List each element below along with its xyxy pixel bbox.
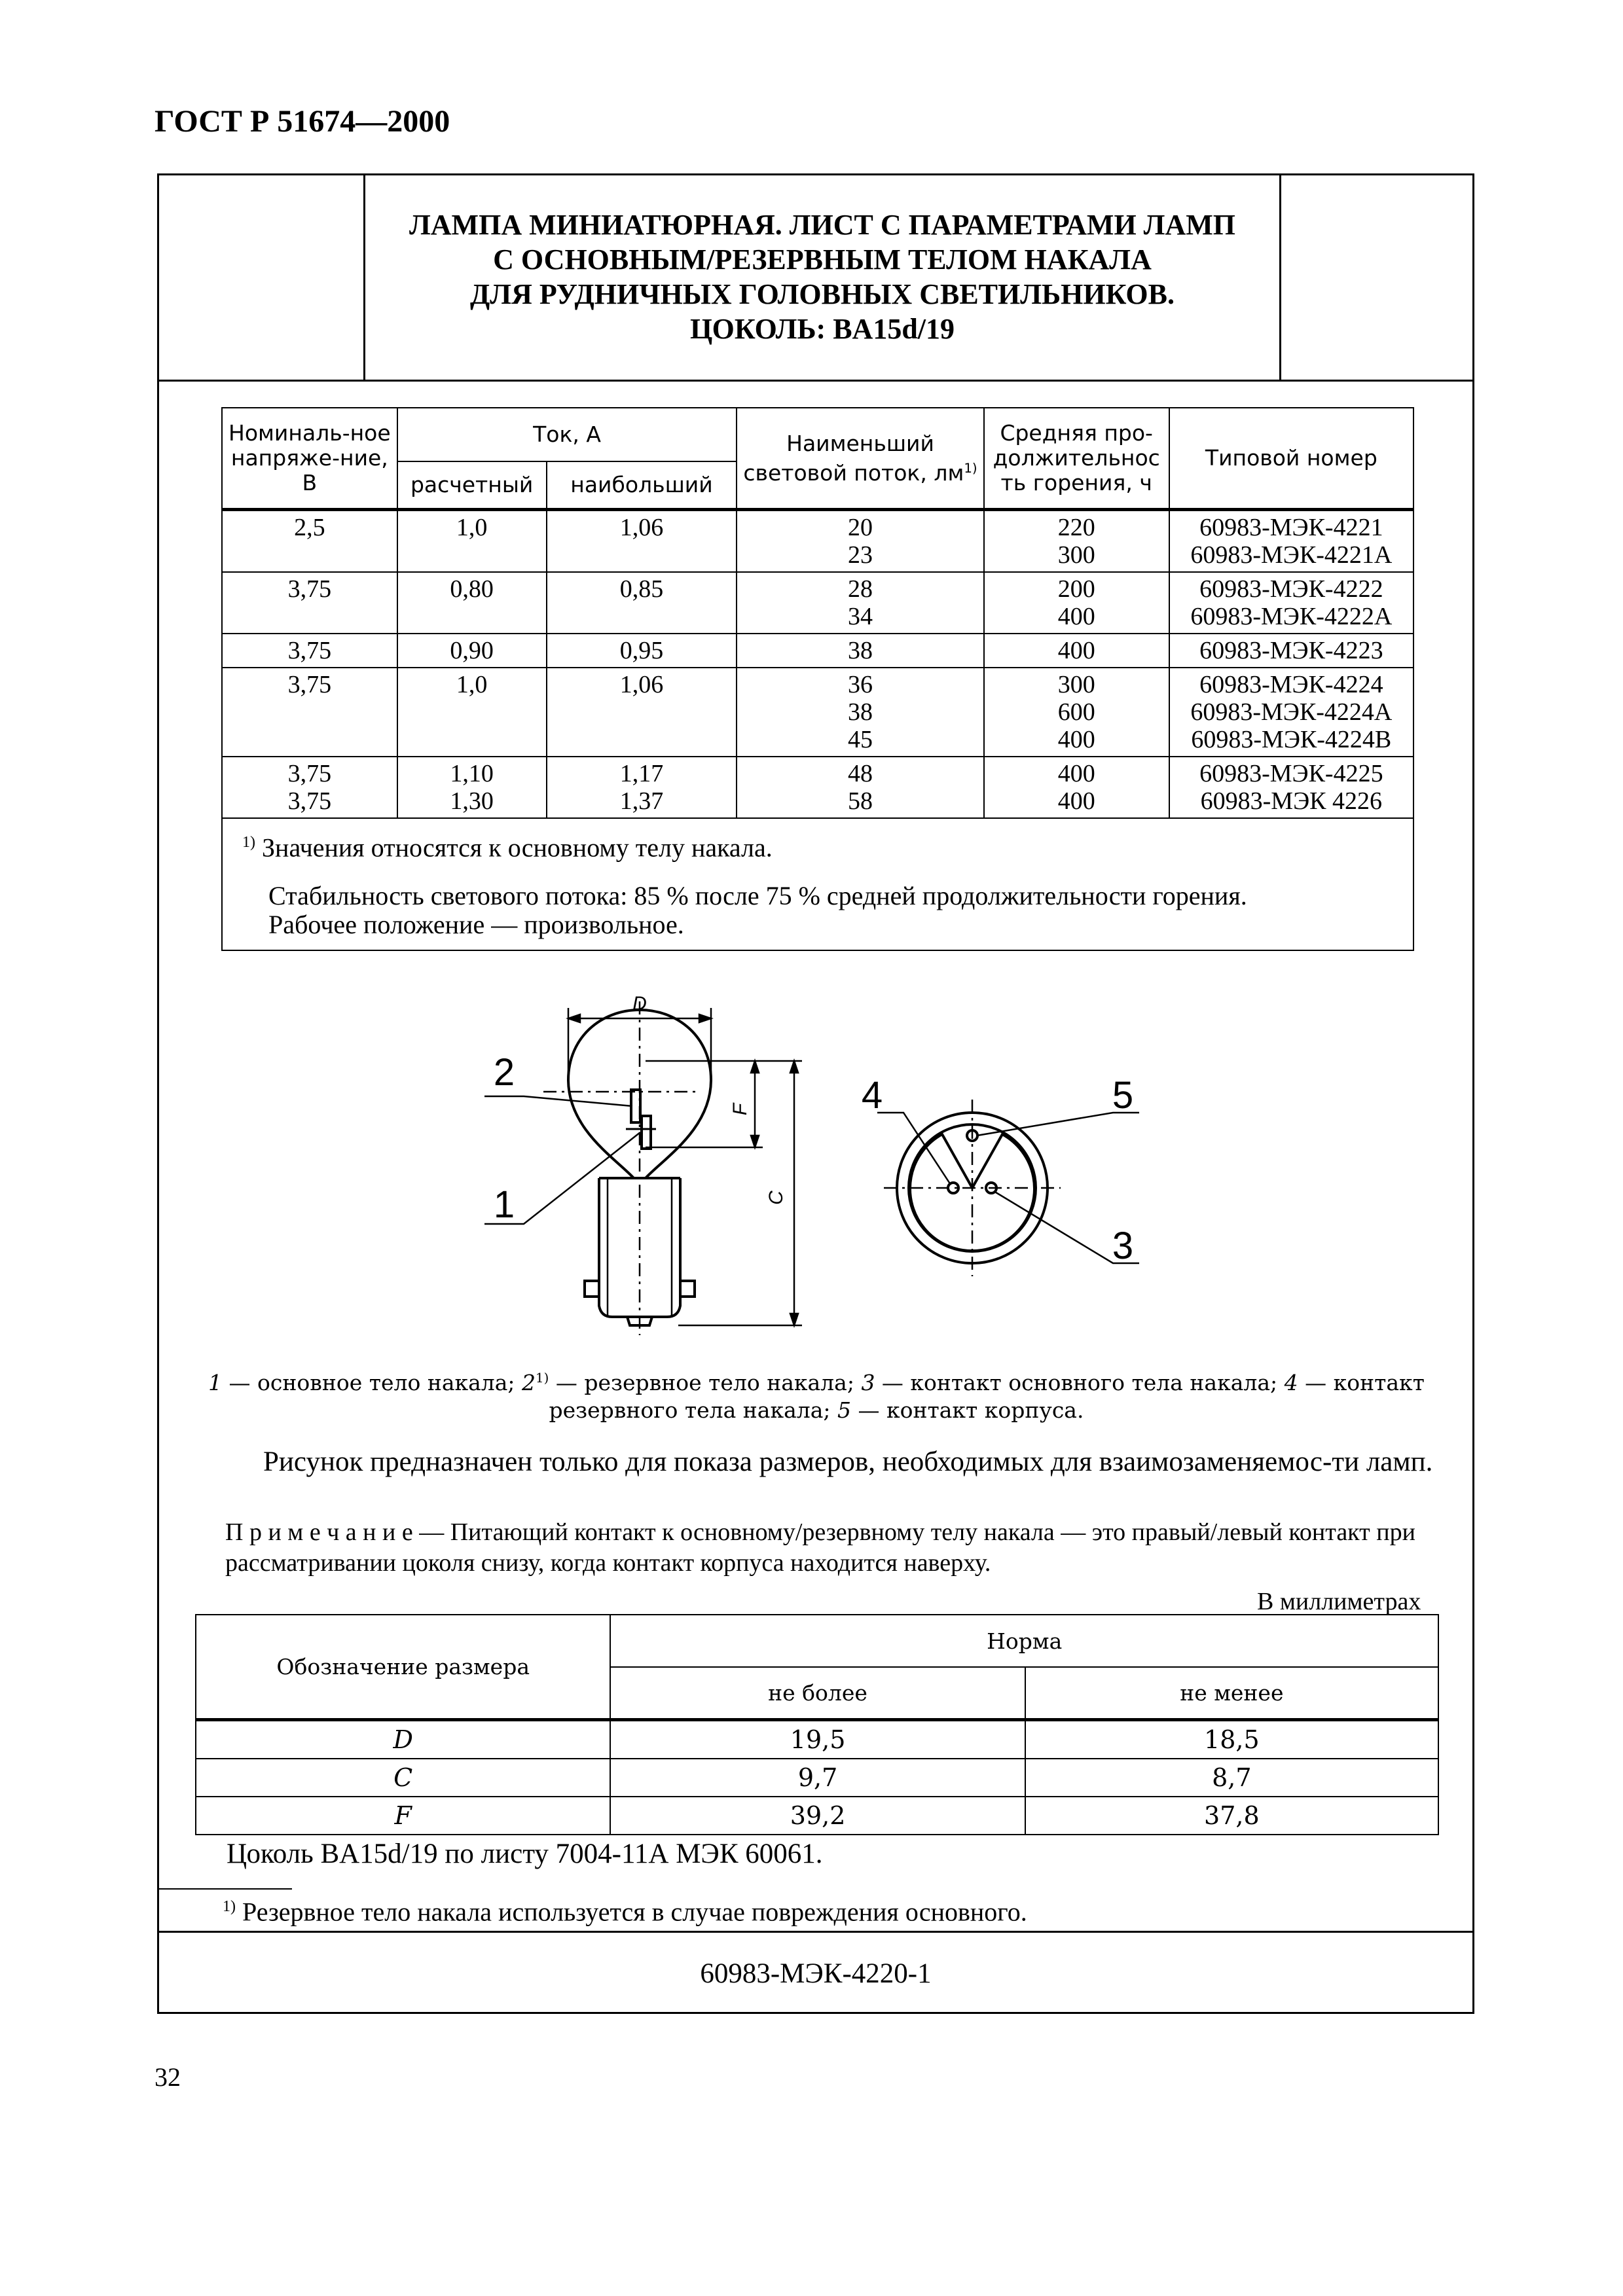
header-flux-footnote: 1) xyxy=(964,460,977,476)
cell-type-no xyxy=(1169,634,1413,668)
header-flux-label: Наименьший световой поток, лм xyxy=(743,430,964,486)
cell-max: 9,7 xyxy=(610,1759,1025,1797)
life-value: 400 xyxy=(1057,760,1095,787)
caption-text-5: — контакт корпуса. xyxy=(851,1397,1084,1423)
caption-text-2: — резервное тело накала; xyxy=(549,1370,862,1395)
current-calc-value: 1,30 xyxy=(450,787,494,815)
leader-4 xyxy=(877,1113,951,1185)
caption-text-4: — контакт резервного тела накала; xyxy=(549,1370,1425,1423)
figure-purpose-text: Рисунок предназначен только для показа размеров, необходимых для взаимозаменяемос-ти ламп. xyxy=(263,1446,1433,1477)
header-voltage: Номиналь-ное напряже-ние, В xyxy=(222,408,397,510)
caption-num-5: 5 xyxy=(837,1397,852,1423)
cell-flux xyxy=(737,668,983,757)
callout-4: 4 xyxy=(861,1074,883,1117)
dim-f-arrow-top xyxy=(751,1061,759,1073)
type-no-value: 60983-МЭК-4222 xyxy=(1199,575,1383,603)
life-value: 400 xyxy=(1057,637,1095,664)
type-no-value: 60983-МЭК-4224 xyxy=(1199,671,1383,698)
title-line-1: ЛАМПА МИНИАТЮРНАЯ. ЛИСТ С ПАРАМЕТРАМИ ЛАМП xyxy=(409,208,1235,241)
figure-purpose-paragraph xyxy=(179,1445,1456,1479)
type-no-value: 60983-МЭК-4221 xyxy=(1199,514,1383,541)
note-text: — Питающий контакт к основному/резервному телу накала — это правый/левый контакт при рассматривании цоколя снизу, когда контакт корпуса находится наверху. xyxy=(225,1518,1415,1577)
cell-voltage: 3,75 xyxy=(222,668,397,757)
life-value: 200 xyxy=(1057,575,1095,603)
header-current: Ток, А xyxy=(397,408,737,461)
cell-symbol: C xyxy=(196,1759,610,1797)
base-reference: Цоколь BA15d/19 по листу 7004-11А МЭК 60061. xyxy=(227,1839,823,1869)
flux-value: 38 xyxy=(848,637,873,664)
header-type-no: Типовой номер xyxy=(1169,408,1413,510)
current-max-value: 1,37 xyxy=(619,787,664,815)
callout-2: 2 xyxy=(493,1051,515,1094)
table-notes-row xyxy=(222,818,1413,950)
life-value: 400 xyxy=(1057,726,1095,753)
flux-value: 48 xyxy=(848,760,873,787)
cell-min: 18,5 xyxy=(1025,1719,1438,1759)
flux-value: 28 xyxy=(848,575,873,603)
base-pin-right xyxy=(680,1281,695,1297)
header-max: не более xyxy=(610,1667,1025,1719)
cell-symbol: F xyxy=(196,1797,610,1835)
cell-voltage: 2,5 xyxy=(222,510,397,573)
note-paragraph xyxy=(225,1517,1463,1579)
cell-life xyxy=(984,572,1169,634)
current-max-value: 1,17 xyxy=(619,760,664,787)
type-no-value: 60983-МЭК-4222А xyxy=(1190,603,1393,630)
cell-type-no xyxy=(1169,668,1413,757)
cell-current-max: 1,06 xyxy=(547,668,737,757)
caption-num-1: 1 xyxy=(208,1370,223,1395)
caption-sup-2: 1) xyxy=(536,1371,549,1386)
voltage-value: 3,75 xyxy=(287,760,332,787)
dim-f-label: F xyxy=(729,1103,751,1116)
units-label: В миллиметрах xyxy=(1257,1588,1421,1615)
note-label: П р и м е ч а н и е xyxy=(225,1518,413,1546)
cell-current-max: 1,06 xyxy=(547,510,737,573)
title-text xyxy=(363,173,1281,380)
header-flux xyxy=(737,408,983,510)
header-life: Средняя про-должительнос ть горения, ч xyxy=(984,408,1169,510)
life-value: 300 xyxy=(1057,541,1095,569)
title-line-2: С ОСНОВНЫМ/РЕЗЕРВНЫМ ТЕЛОМ НАКАЛА xyxy=(493,243,1152,276)
header-current-calc: расчетный xyxy=(397,461,547,510)
cell-symbol: D xyxy=(196,1719,610,1759)
dim-f-arrow-bottom xyxy=(751,1136,759,1147)
dim-c-arrow-top xyxy=(790,1061,798,1073)
table-row xyxy=(222,572,1413,634)
cell-min: 37,8 xyxy=(1025,1797,1438,1835)
document-code: ГОСТ Р 51674—2000 xyxy=(155,104,450,139)
caption-num-3: 3 xyxy=(861,1370,875,1395)
voltage-value: 3,75 xyxy=(287,787,332,815)
cell-voltage xyxy=(222,757,397,818)
filament-main xyxy=(642,1116,651,1149)
title-line-3: ДЛЯ РУДНИЧНЫХ ГОЛОВНЫХ СВЕТИЛЬНИКОВ. xyxy=(470,278,1175,310)
dim-c-label: C xyxy=(765,1191,787,1205)
cell-current-max: 0,95 xyxy=(547,634,737,668)
cell-max: 19,5 xyxy=(610,1719,1025,1759)
life-value: 220 xyxy=(1057,514,1095,541)
table-row xyxy=(222,634,1413,668)
cell-current-calc: 0,90 xyxy=(397,634,547,668)
flux-value: 45 xyxy=(848,726,873,753)
table-row xyxy=(222,757,1413,818)
caption-text-1: — основное тело накала; xyxy=(222,1370,522,1395)
cell-flux xyxy=(737,510,983,573)
header-min: не менее xyxy=(1025,1667,1438,1719)
life-value: 400 xyxy=(1057,787,1095,815)
life-value: 400 xyxy=(1057,603,1095,630)
flux-value: 58 xyxy=(848,787,873,815)
table-footnote-text: Значения относятся к основному телу накала. xyxy=(255,833,773,863)
cell-voltage: 3,75 xyxy=(222,634,397,668)
header-current-max: наибольший xyxy=(547,461,737,510)
type-no-value: 60983-МЭК-4221А xyxy=(1190,541,1393,569)
cell-life xyxy=(984,757,1169,818)
caption-num-4: 4 xyxy=(1284,1370,1298,1395)
flux-value: 23 xyxy=(848,541,873,569)
cell-life xyxy=(984,510,1169,573)
type-no-value: 60983-МЭК-4223 xyxy=(1199,637,1383,664)
type-no-value: 60983-МЭК-4224В xyxy=(1191,726,1392,753)
caption-text-3: — контакт основного тела накала; xyxy=(875,1370,1285,1395)
sheet-number-block xyxy=(157,1931,1474,2014)
dimension-lines xyxy=(568,1008,802,1325)
cell-life xyxy=(984,668,1169,757)
type-no-value: 60983-МЭК-4225 xyxy=(1199,760,1383,787)
cell-current-max: 0,85 xyxy=(547,572,737,634)
cell-min: 8,7 xyxy=(1025,1759,1438,1797)
dim-d-arrow-left xyxy=(568,1014,580,1022)
figure-caption xyxy=(172,1365,1461,1424)
cell-flux xyxy=(737,757,983,818)
life-value: 600 xyxy=(1057,698,1095,726)
callout-5: 5 xyxy=(1112,1074,1134,1117)
type-no-value: 60983-МЭК 4226 xyxy=(1200,787,1383,815)
cell-current-calc: 1,0 xyxy=(397,668,547,757)
dimensions-table xyxy=(195,1614,1439,1835)
dim-d-arrow-right xyxy=(699,1014,711,1022)
caption-num-2: 2 xyxy=(522,1370,536,1395)
stability-text: Стабильность светового потока: 85 % после 75 % средней продолжительности горения. xyxy=(268,881,1247,911)
table-row xyxy=(222,510,1413,573)
cell-voltage: 3,75 xyxy=(222,572,397,634)
page-footnote-text: Резервное тело накала используется в случае повреждения основного. xyxy=(236,1897,1027,1927)
header-symbol: Обозначение размера xyxy=(196,1615,610,1719)
table-row xyxy=(222,668,1413,757)
cell-current-max xyxy=(547,757,737,818)
callout-1: 1 xyxy=(493,1183,515,1226)
cell-current-calc: 1,0 xyxy=(397,510,547,573)
dim-d-label: D xyxy=(632,993,647,1014)
life-value: 300 xyxy=(1057,671,1095,698)
lamp-drawing xyxy=(484,988,1152,1355)
table-footnote xyxy=(242,828,1367,862)
page-footnote-mark: 1) xyxy=(223,1898,236,1915)
cell-max: 39,2 xyxy=(610,1797,1025,1835)
table-row xyxy=(196,1797,1438,1835)
title-block xyxy=(157,173,1474,382)
flux-value: 36 xyxy=(848,671,873,698)
cell-current-calc xyxy=(397,757,547,818)
callout-3: 3 xyxy=(1112,1225,1134,1267)
cell-current-calc: 0,80 xyxy=(397,572,547,634)
page-footnote xyxy=(223,1888,1027,1930)
leader-2 xyxy=(484,1096,632,1106)
cell-flux xyxy=(737,634,983,668)
lamp-parameters-table xyxy=(221,407,1414,951)
title-line-4: ЦОКОЛЬ: BA15d/19 xyxy=(689,312,955,345)
table-notes xyxy=(222,818,1413,950)
dim-c-arrow-bottom xyxy=(790,1314,798,1325)
table-row xyxy=(196,1759,1438,1797)
type-no-value: 60983-МЭК-4224А xyxy=(1190,698,1393,726)
page-number: 32 xyxy=(155,2062,181,2092)
cell-type-no xyxy=(1169,572,1413,634)
flux-value: 20 xyxy=(848,514,873,541)
header-norm: Норма xyxy=(610,1615,1438,1667)
current-calc-value: 1,10 xyxy=(450,760,494,787)
flux-value: 34 xyxy=(848,603,873,630)
cell-type-no xyxy=(1169,510,1413,573)
table-footnote-mark: 1) xyxy=(242,834,255,851)
sheet-number: 60983-МЭК-4220-1 xyxy=(700,1958,932,1989)
cell-type-no xyxy=(1169,757,1413,818)
cell-life xyxy=(984,634,1169,668)
flux-value: 38 xyxy=(848,698,873,726)
position-text: Рабочее положение — произвольное. xyxy=(268,910,684,940)
cell-flux xyxy=(737,572,983,634)
base-pin-left xyxy=(585,1281,599,1297)
table-row xyxy=(196,1719,1438,1759)
